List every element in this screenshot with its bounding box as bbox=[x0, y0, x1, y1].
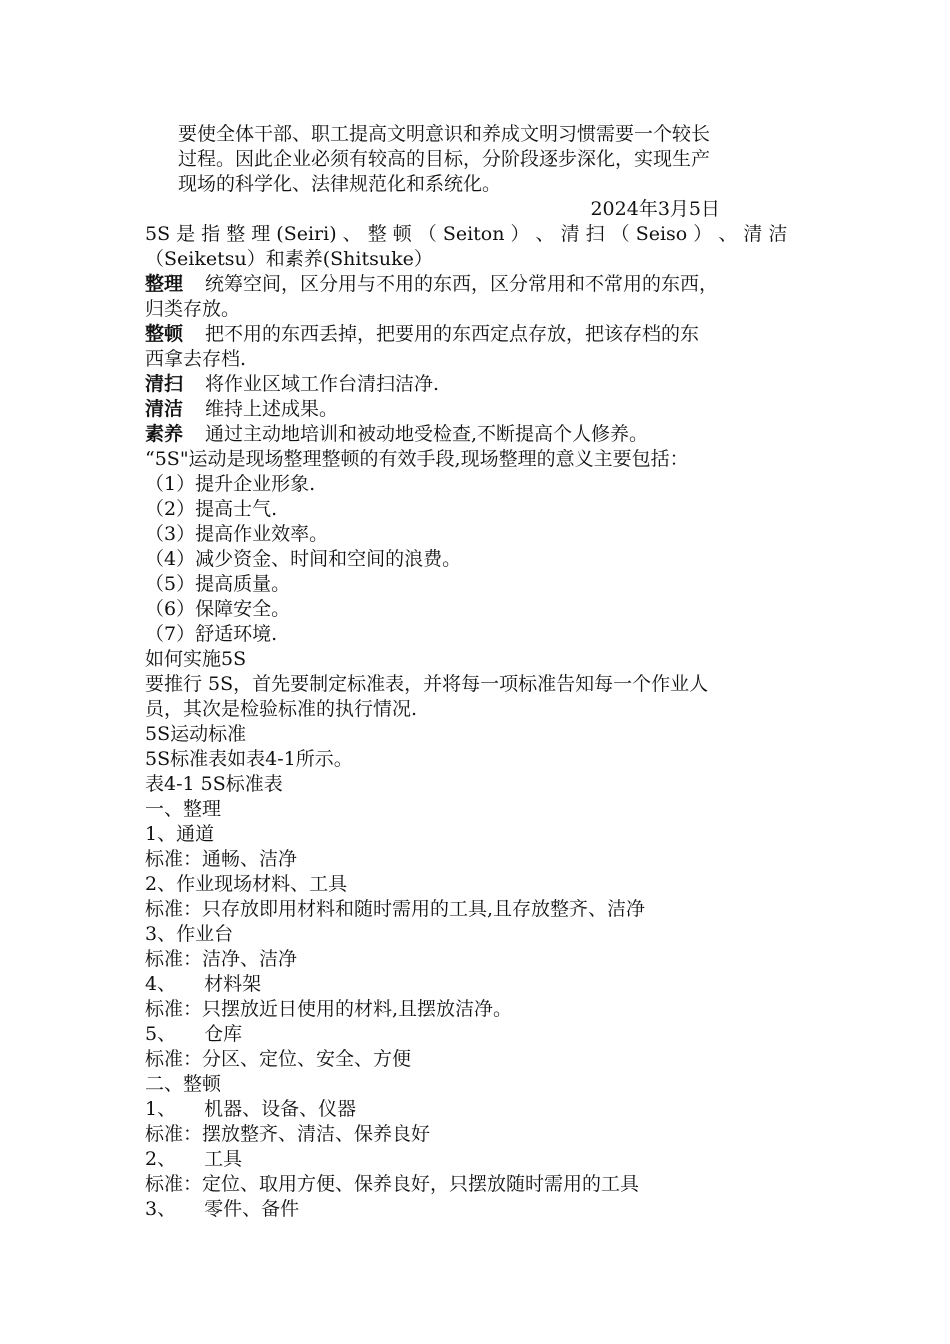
definition-line: 5S 是 指 整 理 (Seiri) 、 整 顿 （ Seiton ） 、 清 扫 （ Seiso ） 、 清 洁 bbox=[145, 223, 788, 245]
list-item: （1）提升企业形象. bbox=[145, 473, 316, 495]
term-description: 将作业区域工作台清扫洁净. bbox=[205, 373, 440, 395]
term-description-cont: 归类存放。 bbox=[145, 298, 241, 320]
list-item: （5）提高质量。 bbox=[145, 573, 291, 595]
table-title: 表4-1 5S标准表 bbox=[145, 773, 283, 795]
list-item: 1、 机器、设备、仪器 bbox=[145, 1098, 357, 1120]
standard-line: 标准：洁净、洁净 bbox=[145, 948, 298, 970]
term-label: 清洁 bbox=[145, 398, 184, 420]
standard-line: 标准：只摆放近日使用的材料,且摆放洁净。 bbox=[145, 998, 513, 1020]
term-description: 通过主动地培训和被动地受检查,不断提高个人修养。 bbox=[205, 423, 649, 445]
standards-section-title: 一、整理 bbox=[145, 798, 222, 820]
definition-line: （Seiketsu）和素养(Shitsuke） bbox=[145, 248, 433, 270]
list-item: 3、作业台 bbox=[145, 923, 234, 945]
howto-paragraph-line: 要推行 5S，首先要制定标准表，并将每一项标准告知每一个作业人 bbox=[145, 673, 709, 695]
term-label: 清扫 bbox=[145, 373, 184, 395]
term-label: 整理 bbox=[145, 273, 184, 295]
list-item: 3、 零件、备件 bbox=[145, 1198, 300, 1220]
standard-line: 标准：通畅、洁净 bbox=[145, 848, 298, 870]
howto-paragraph-line: 员，其次是检验标准的执行情况. bbox=[145, 698, 418, 720]
term-description: 把不用的东西丢掉，把要用的东西定点存放，把该存档的东 bbox=[205, 323, 700, 345]
term-description: 维持上述成果。 bbox=[205, 398, 339, 420]
list-item: 1、通道 bbox=[145, 823, 215, 845]
intro-line: 现场的科学化、法律规范化和系统化。 bbox=[178, 173, 502, 195]
list-item: （4）减少资金、时间和空间的浪费。 bbox=[145, 548, 462, 570]
standards-list bbox=[145, 797, 810, 1222]
term-label: 素养 bbox=[145, 423, 184, 445]
document-date: 2024年3月5日 bbox=[590, 198, 720, 220]
significance-section bbox=[145, 447, 810, 647]
list-item: 2、作业现场材料、工具 bbox=[145, 873, 348, 895]
section-heading: 5S运动标准 bbox=[145, 723, 247, 745]
intro-line: 要使全体干部、职工提高文明意识和养成文明习惯需要一个较长 bbox=[178, 123, 711, 145]
list-item: 4、 材料架 bbox=[145, 973, 262, 995]
term-description-cont: 西拿去存档. bbox=[145, 348, 247, 370]
list-item: （7）舒适环境. bbox=[145, 623, 278, 645]
section-heading: 如何实施5S bbox=[145, 648, 247, 670]
document-body bbox=[145, 122, 810, 1222]
list-item: （6）保障安全。 bbox=[145, 598, 291, 620]
definition-paragraph bbox=[145, 222, 810, 272]
standard-line: 标准：分区、定位、安全、方便 bbox=[145, 1048, 412, 1070]
table-reference: 5S标准表如表4-1所示。 bbox=[145, 748, 353, 770]
term-label: 整顿 bbox=[145, 323, 184, 345]
list-item: （2）提高士气. bbox=[145, 498, 278, 520]
term-entry-seiton bbox=[145, 322, 810, 372]
howto-section bbox=[145, 647, 810, 797]
intro-line: 过程。因此企业必须有较高的目标，分阶段逐步深化，实现生产 bbox=[178, 148, 711, 170]
term-entry-seiso bbox=[145, 372, 810, 397]
list-item: 5、 仓库 bbox=[145, 1023, 243, 1045]
standards-section-title: 二、整顿 bbox=[145, 1073, 222, 1095]
term-entry-seiketsu bbox=[145, 397, 810, 422]
standard-line: 标准：定位、取用方便、保养良好，只摆放随时需用的工具 bbox=[145, 1173, 640, 1195]
intro-paragraph bbox=[145, 122, 810, 197]
list-item: 2、 工具 bbox=[145, 1148, 243, 1170]
standard-line: 标准：摆放整齐、清洁、保养良好 bbox=[145, 1123, 431, 1145]
list-item: （3）提高作业效率。 bbox=[145, 523, 329, 545]
term-description: 统筹空间，区分用与不用的东西，区分常用和不常用的东西， bbox=[205, 273, 719, 295]
term-entry-seiri bbox=[145, 272, 810, 322]
significance-lead: “5S"运动是现场整理整顿的有效手段,现场整理的意义主要包括： bbox=[145, 448, 689, 470]
standard-line: 标准：只存放即用材料和随时需用的工具,且存放整齐、洁净 bbox=[145, 898, 646, 920]
term-entry-shitsuke bbox=[145, 422, 810, 447]
